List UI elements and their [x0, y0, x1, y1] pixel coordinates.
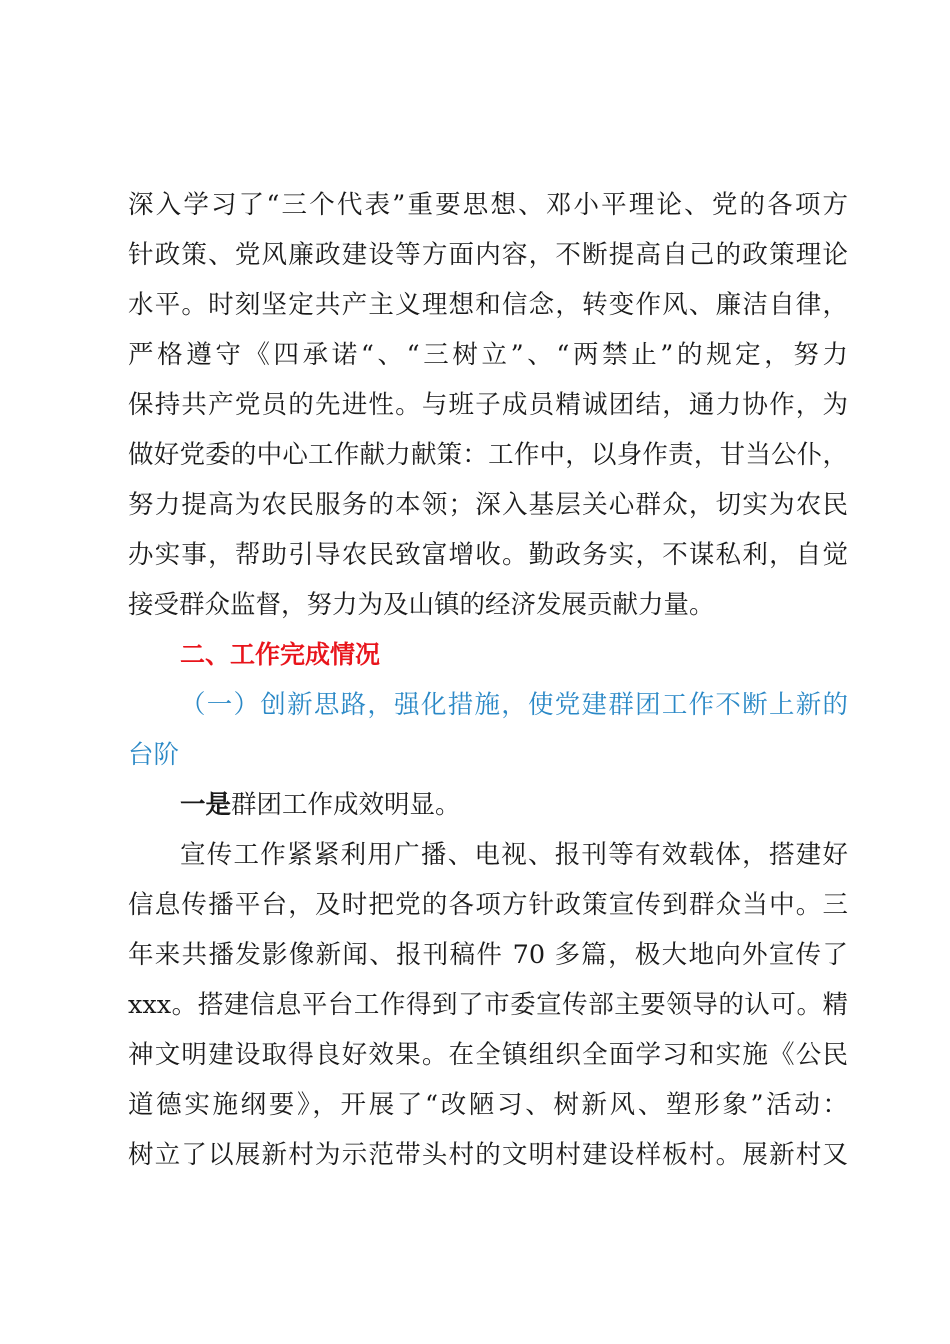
paragraph-line: 深入学习了“三个代表”重要思想、邓小平理论、党的各项方 [128, 190, 848, 220]
paragraph-line: 保持共产党员的先进性。与班子成员精诚团结，通力协作，为 [128, 390, 848, 420]
point-lead-text: 群团工作成效明显。 [231, 790, 461, 820]
paragraph-line: 针政策、党风廉政建设等方面内容，不断提高自己的政策理论 [128, 240, 848, 270]
paragraph-line: 年来共播发影像新闻、报刊稿件 70 多篇，极大地向外宣传了 [128, 940, 848, 970]
paragraph-line: 努力提高为农民服务的本领；深入基层关心群众，切实为农民 [128, 490, 848, 520]
paragraph-line: 信息传播平台，及时把党的各项方针政策宣传到群众当中。三 [128, 890, 848, 920]
subsection-heading: （一）创新思路，强化措施，使党建群团工作不断上新的 [180, 690, 848, 720]
point-lead [180, 787, 848, 823]
paragraph-line: 水平。时刻坚定共产主义理想和信念，转变作风、廉洁自律， [128, 290, 848, 320]
paragraph-line: 树立了以展新村为示范带头村的文明村建设样板村。展新村又 [128, 1140, 848, 1170]
paragraph-line: 严格遵守《四承诺“、“三树立”、“两禁止”的规定，努力 [128, 340, 848, 370]
point-lead-bold: 一是 [180, 790, 232, 820]
paragraph-line: xxx。搭建信息平台工作得到了市委宣传部主要领导的认可。精 [128, 990, 848, 1020]
paragraph-line: 做好党委的中心工作献力献策：工作中，以身作责，甘当公仆， [128, 440, 848, 470]
paragraph-line: 宣传工作紧紧利用广播、电视、报刊等有效载体，搭建好 [180, 840, 848, 870]
section-heading: 二、工作完成情况 [180, 640, 381, 669]
subsection-heading-continued: 台阶 [128, 740, 180, 770]
paragraph-line: 道德实施纲要》，开展了“改陋习、树新风、塑形象”活动： [128, 1090, 848, 1120]
paragraph-line: 办实事，帮助引导农民致富增收。勤政务实，不谋私利，自觉 [128, 540, 848, 570]
paragraph-line: 接受群众监督，努力为及山镇的经济发展贡献力量。 [128, 590, 715, 620]
paragraph-line: 神文明建设取得良好效果。在全镇组织全面学习和实施《公民 [128, 1040, 848, 1070]
